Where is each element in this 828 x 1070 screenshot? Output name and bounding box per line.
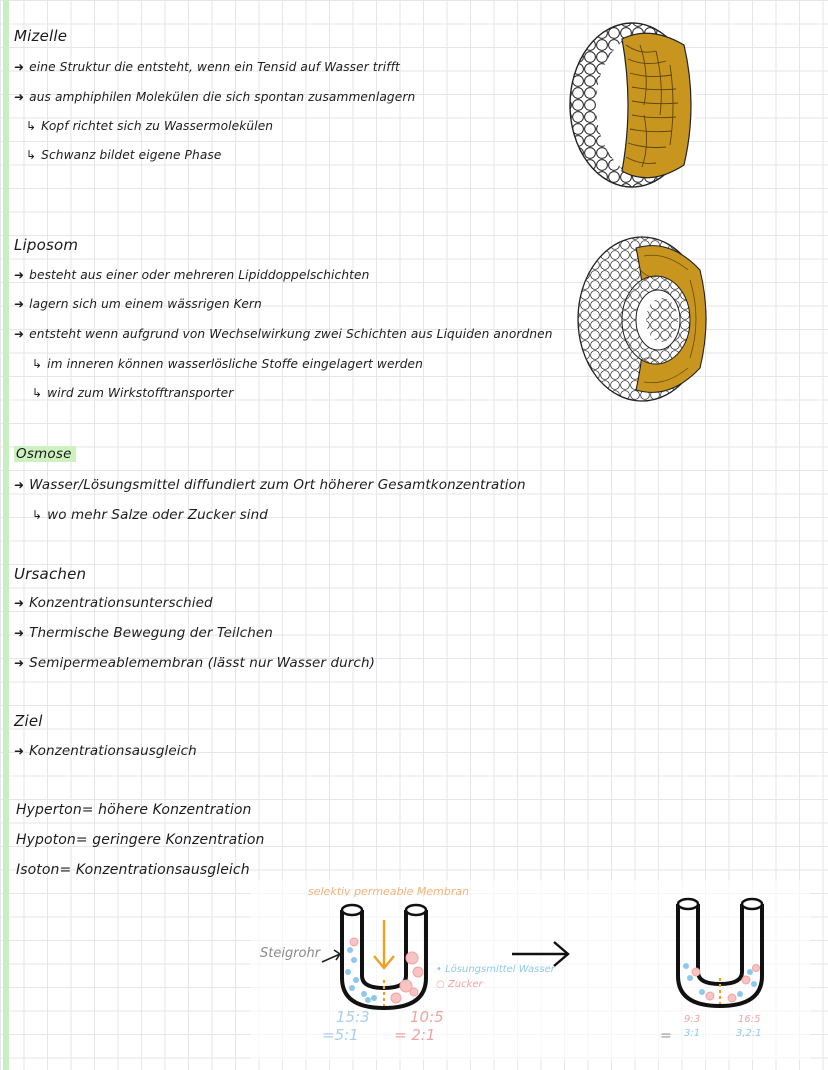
causes-line-2: ➜ Thermische Bewegung der Teilchen — [14, 625, 273, 641]
liposome-heading: Liposom — [14, 236, 79, 254]
osmosis-heading — [14, 446, 76, 462]
tube-label: Steigrohr — [260, 946, 321, 961]
liposome-line-2: ➜ lagern sich um einem wässrigen Kern — [14, 297, 262, 311]
after-ratio-3: 16:5 — [738, 1014, 761, 1025]
after-equals: = — [660, 1028, 672, 1044]
after-ratio-4: 3,2:1 — [736, 1028, 762, 1039]
osmosis-line-1: ➜ Wasser/Lösungsmittel diffundiert zum Ort höherer Gesamtkonzentration — [14, 477, 526, 493]
causes-line-1: ➜ Konzentrationsunterschied — [14, 595, 213, 611]
membrane-label: selektiv permeable Membran — [308, 885, 470, 898]
liposome-illustration — [570, 230, 715, 408]
legend-sugar: ○ Zucker — [436, 979, 483, 990]
definition-hypertonic: Hyperton= höhere Konzentration — [16, 802, 252, 818]
definition-hypotonic: Hypoton= geringere Konzentration — [16, 832, 265, 848]
sugar-dot-icon: ○ — [436, 979, 445, 990]
water-dot-icon: • — [436, 964, 442, 975]
osmosis-diagram — [250, 880, 810, 1060]
osmosis-highlight: Osmose — [14, 446, 76, 462]
micelle-line-1: ➜ eine Struktur die entsteht, wenn ein Tensid auf Wasser trifft — [14, 60, 400, 74]
ratio-left-water: 15:3 — [336, 1008, 370, 1026]
after-ratio-2: 3:1 — [684, 1028, 701, 1039]
goal-heading: Ziel — [14, 712, 43, 730]
notebook-margin — [3, 0, 9, 1070]
micelle-line-3: ↳ Kopf richtet sich zu Wassermolekülen — [26, 119, 274, 133]
ratio-left-sugar-simplified: = 2:1 — [394, 1026, 436, 1044]
definition-isotonic: Isoton= Konzentrationsausgleich — [16, 862, 250, 878]
micelle-line-2: ➜ aus amphiphilen Molekülen die sich spontan zusammenlagern — [14, 90, 416, 104]
liposome-line-3: ➜ entsteht wenn aufgrund von Wechselwirkung zwei Schichten aus Liquiden anordnen — [14, 327, 553, 341]
ratio-left-sugar: 10:5 — [410, 1008, 444, 1026]
ratio-left-water-simplified: =5:1 — [322, 1026, 359, 1044]
micelle-line-4: ↳ Schwanz bildet eigene Phase — [26, 148, 222, 162]
after-ratio-1: 9:3 — [684, 1014, 701, 1025]
causes-line-3: ➜ Semipermeablemembran (lässt nur Wasser durch) — [14, 655, 375, 671]
liposome-line-1: ➜ besteht aus einer oder mehreren Lipiddoppelschichten — [14, 268, 370, 282]
liposome-line-4: ↳ im inneren können wasserlösliche Stoffe eingelagert werden — [32, 357, 423, 371]
liposome-line-5: ↳ wird zum Wirkstofftransporter — [32, 386, 234, 400]
goal-line-1: ➜ Konzentrationsausgleich — [14, 743, 197, 759]
legend-water: • Lösungsmittel Wasser — [436, 964, 555, 975]
causes-heading: Ursachen — [14, 565, 87, 583]
micelle-heading: Mizelle — [14, 27, 68, 45]
osmosis-line-2: ↳ wo mehr Salze oder Zucker sind — [32, 507, 268, 523]
micelle-illustration — [560, 15, 705, 195]
